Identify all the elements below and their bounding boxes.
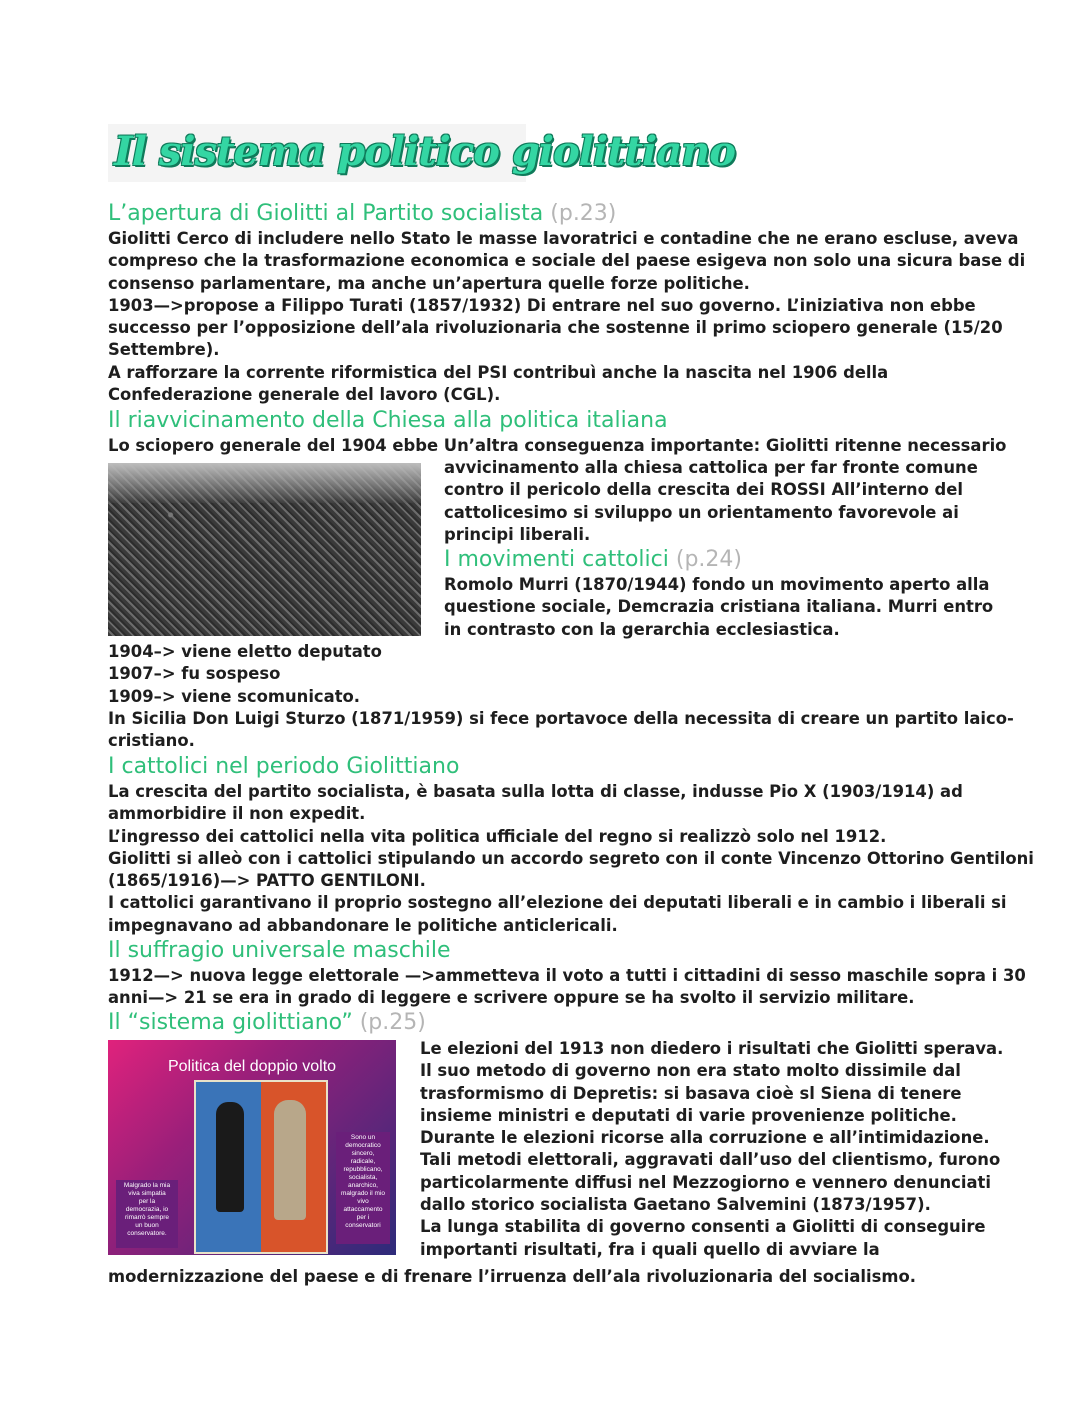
paragraph-riavvicinamento <box>444 457 978 546</box>
note-line: radicale, <box>350 1158 376 1165</box>
text-line: 1912—> nuova legge elettorale —>ammetteva il voto a tutti i cittadini di sesso maschile sopra i 30 <box>108 966 1026 985</box>
section-heading-sistema <box>108 1010 426 1035</box>
section-heading-apertura <box>108 201 616 226</box>
crowd-photo <box>108 463 421 636</box>
text-line: dallo storico socialista Gaetano Salvemini (1873/1957). <box>420 1195 931 1215</box>
text-line: Giolitti Cerco di includere nello Stato le masse lavoratrici e contadine che ne erano escluse, aveva <box>108 229 1019 248</box>
text-line: A rafforzare la corrente riformistica del PSI contribuì anche la nascita nel 1906 della <box>108 362 889 382</box>
text-line: compreso che la trasformazione economica e sociale del paese esigeva non solo una sicura base di <box>108 251 1026 271</box>
note-left <box>116 1180 178 1248</box>
paragraph-cattolici <box>108 781 1034 937</box>
note-line: socialista, <box>348 1174 378 1181</box>
text-line: in contrasto con la gerarchia ecclesiastica. <box>444 619 840 639</box>
text-line: 1903—>propose a Filippo Turati (1857/1932) Di entrare nel suo governo. L’iniziativa non ebbe <box>108 295 976 315</box>
paragraph-apertura <box>108 228 1025 406</box>
section-heading-movimenti <box>444 547 742 572</box>
text-line: Romolo Murri (1870/1944) fondo un movimento aperto alla <box>444 575 990 594</box>
text-line: La crescita del partito socialista, è basata sulla lotta di classe, indusse Pio X (1903/1914) ad <box>108 782 963 801</box>
caricature-image <box>108 1040 396 1255</box>
text-line: consenso parlamentare, ma anche un’apertura quelle forze politiche. <box>108 273 750 293</box>
note-line: per i <box>356 1214 370 1221</box>
text-line: successo per l’opposizione dell’ala rivoluzionaria che sostenne il primo sciopero generale (15/20 <box>108 318 1003 338</box>
text-line: La lunga stabilita di governo consenti a Giolitti di conseguire <box>420 1217 986 1237</box>
image-caption: Politica del doppio volto <box>167 1058 337 1075</box>
text-line: particolarmente diffusi nel Mezzogiorno e vennero denunciati <box>420 1172 992 1192</box>
text-line: L’ingresso dei cattolici nella vita politica ufficiale del regno si realizzò solo nel 1912. <box>108 826 887 846</box>
page-ref: (p.24) <box>675 547 742 572</box>
note-line: conservatori <box>345 1222 381 1229</box>
text-line: anni—> 21 se era in grado di leggere e scrivere oppure se ha svolto il servizio militare. <box>108 988 915 1008</box>
heading-text: L’apertura di Giolitti al Partito socialista <box>108 201 544 226</box>
note-line: conservatore. <box>127 1230 167 1237</box>
text-line: 1907–> fu sospeso <box>108 664 281 684</box>
heading-text: Il “sistema giolittiano” <box>108 1010 353 1035</box>
section-heading-cattolici <box>108 754 459 779</box>
note-line: Sono un <box>350 1134 376 1141</box>
note-line: Malgrado la mia <box>123 1182 171 1189</box>
text-line: Lo sciopero generale del 1904 ebbe Un’altra conseguenza importante: Giolitti ritenne necessario <box>108 436 1007 455</box>
text-line <box>108 435 1006 457</box>
page-title: Il sistema politico giolittiano <box>114 128 735 175</box>
text-line: principi liberali. <box>444 524 591 544</box>
note-line: sincero, <box>351 1150 375 1157</box>
note-line: anarchico, <box>348 1182 378 1189</box>
caricature-poster <box>194 1080 328 1254</box>
note-line: viva simpatia <box>128 1190 166 1197</box>
text-line: In Sicilia Don Luigi Sturzo (1871/1959) si fece portavoce della necessita di creare un partito laico- <box>108 708 1014 728</box>
text-line: (1865/1916)—> PATTO GENTILONI. <box>108 871 426 891</box>
text-line: trasformismo di Depretis: si basava cioè sl Siena di tenere <box>420 1083 962 1103</box>
heading-text: Il suffragio universale maschile <box>108 938 451 963</box>
note-line: repubblicano, <box>343 1166 383 1173</box>
note-line: un buon <box>135 1222 159 1229</box>
note-line: democratico <box>345 1142 381 1149</box>
text-line: impegnavano ad abbandonare le politiche anticlericali. <box>108 915 618 935</box>
title-banner <box>108 124 735 182</box>
paragraph-murri-timeline <box>108 641 1014 752</box>
text-line: Il suo metodo di governo non era stato molto dissimile dal <box>420 1061 961 1081</box>
figure-right <box>274 1100 306 1220</box>
page-ref: (p.23) <box>550 201 617 226</box>
note-line: vivo <box>357 1198 369 1205</box>
text-line: cattolicesimo si sviluppo un orientamento favorevole ai <box>444 502 959 522</box>
section-heading-suffragio <box>108 938 451 963</box>
paragraph-movimenti <box>444 574 993 641</box>
heading-text: I cattolici nel periodo Giolittiano <box>108 754 460 779</box>
note-line: attaccamento <box>343 1206 383 1213</box>
text-line: 1904–> viene eletto deputato <box>108 642 382 661</box>
heading-text: Il riavvicinamento della Chiesa alla politica italiana <box>108 408 668 433</box>
text-line: insieme ministri e deputati di varie provenienze politiche. <box>420 1105 957 1125</box>
note-line: democrazia, io <box>125 1206 169 1213</box>
text-line <box>108 1266 916 1288</box>
note-line: per la <box>138 1198 156 1205</box>
text-line: cristiano. <box>108 731 195 751</box>
text-line: ammorbidire il non expedit. <box>108 804 366 824</box>
text-line: importanti risultati, fra i quali quello di avviare la <box>420 1239 880 1259</box>
paragraph-suffragio <box>108 965 1026 1010</box>
heading-text: I movimenti cattolici <box>444 547 669 572</box>
text-line: I cattolici garantivano il proprio sostegno all’elezione dei deputati liberali e in cambio i liberali si <box>108 893 1007 913</box>
text-line: Durante le elezioni ricorse alla corruzione e all’intimidazione. <box>420 1128 990 1148</box>
figure-left <box>216 1102 244 1212</box>
text-line: questione sociale, Demcrazia cristiana italiana. Murri entro <box>444 597 994 617</box>
text-line: Giolitti si alleò con i cattolici stipulando un accordo segreto con il conte Vincenzo Ottorino Gentiloni <box>108 848 1034 868</box>
text-line: Tali metodi elettorali, aggravati dall’uso del clientismo, furono <box>420 1150 1001 1170</box>
text-line: 1909–> viene scomunicato. <box>108 686 361 706</box>
note-right <box>336 1132 390 1244</box>
text-line: Confederazione generale del lavoro (CGL). <box>108 385 501 405</box>
text-line: modernizzazione del paese e di frenare l’irruenza dell’ala rivoluzionaria del socialismo. <box>108 1267 916 1286</box>
paragraph-sistema <box>420 1038 1003 1261</box>
text-line: Le elezioni del 1913 non diedero i risultati che Giolitti sperava. <box>420 1039 1004 1058</box>
note-line: malgrado il mio <box>340 1190 386 1197</box>
note-line: rimarrò sempre <box>124 1214 170 1221</box>
text-line: Settembre). <box>108 340 220 360</box>
page-ref: (p.25) <box>359 1010 426 1035</box>
text-line: avvicinamento alla chiesa cattolica per far fronte comune <box>444 458 978 477</box>
text-line: contro il pericolo della crescita dei ROSSI All’interno del <box>444 480 964 500</box>
section-heading-riavvicinamento <box>108 408 668 433</box>
